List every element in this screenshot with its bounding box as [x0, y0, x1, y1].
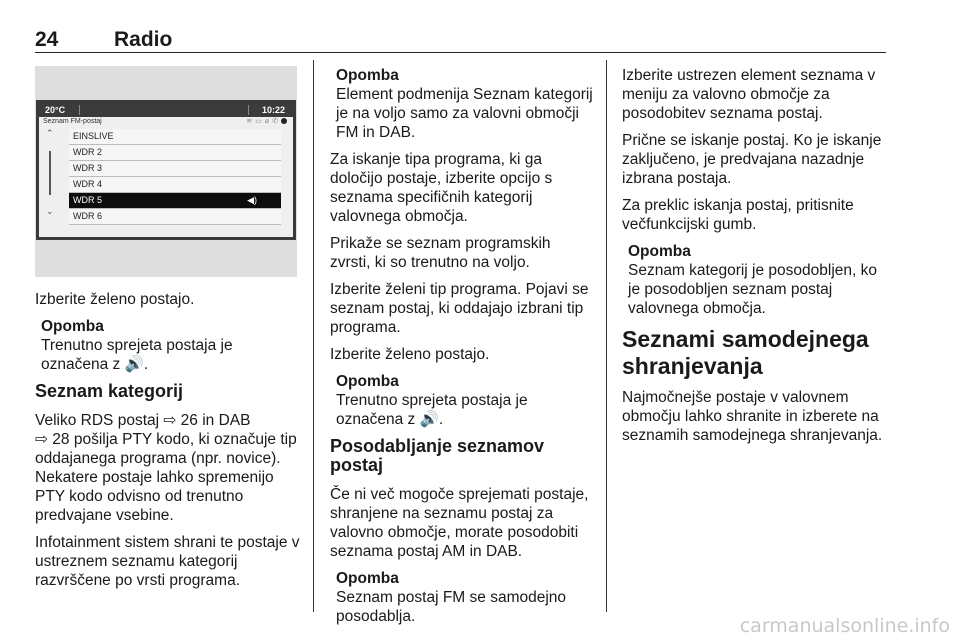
- note-text: Trenutno sprejeta postaja je označena z 🔊.: [336, 392, 528, 428]
- mute-icon: ⌀: [264, 118, 273, 125]
- note: [336, 569, 595, 626]
- station-list-item: [69, 177, 281, 193]
- paragraph: Najmočnejše postaje v valovnem območju lahko shranite in izberete na seznamih samodejnega shranjevanja.: [622, 389, 883, 444]
- paragraph: Prikaže se seznam programskih zvrsti, ki so trenutno na voljo.: [330, 235, 551, 271]
- paragraph: Infotainment sistem shrani te postaje v ustreznem seznamu kategorij razvrščene po vrsti programa.: [35, 534, 300, 589]
- note-text: Seznam kategorij je posodobljen, ko je posodobljen seznam postaj valovnega območja.: [628, 262, 878, 317]
- page-header: [35, 26, 886, 53]
- note-title: Opomba: [336, 67, 399, 84]
- info-icon: [281, 118, 287, 124]
- status-icons: [246, 117, 287, 125]
- section-heading: Posodabljanje seznamov postaj: [330, 436, 545, 475]
- note: [628, 242, 888, 318]
- chevron-up-icon: ⌃: [46, 128, 54, 138]
- station-list-item: [69, 129, 281, 145]
- screen-subtitle: Seznam FM-postaj: [43, 118, 102, 125]
- paragraph: Prične se iskanje postaj. Ko je iskanje zaključeno, je predvajana nazadnje izbrana postaja.: [622, 132, 882, 187]
- section-heading: Seznami samodejnega shranjevanja: [622, 326, 869, 379]
- paragraph: Za preklic iskanja postaj, pritisnite večfunkcijski gumb.: [622, 197, 854, 233]
- station-list-item: [69, 193, 281, 209]
- paragraph: Izberite želeni tip programa. Pojavi se seznam postaj, ki oddajajo izbrani tip programa.: [330, 281, 589, 336]
- reference-arrow-icon: ⇨: [35, 431, 48, 448]
- station-name: WDR 2: [73, 147, 102, 157]
- note-text: Element podmenija Seznam kategorij je na voljo samo za valovni območji FM in DAB.: [336, 86, 593, 141]
- phone-icon: ✆: [272, 118, 281, 125]
- reference-arrow-icon: ⇨: [163, 412, 177, 429]
- infotainment-screenshot: [36, 100, 296, 240]
- antenna-icon: ▭: [255, 118, 265, 125]
- station-list-item: [69, 161, 281, 177]
- note-text: Trenutno sprejeta postaja je označena z 🔊.: [41, 337, 233, 373]
- column-3: [622, 66, 888, 453]
- temperature-readout: 20°C: [45, 105, 66, 115]
- station-list-item: [69, 145, 281, 161]
- note-title: Opomba: [336, 373, 399, 390]
- paragraph: Izberite ustrezen element seznama v meniju za valovno območje za posodobitev seznama postaj.: [622, 67, 876, 122]
- note-title: Opomba: [41, 318, 104, 335]
- station-name: WDR 4: [73, 179, 102, 189]
- chapter-title: Radio: [114, 28, 173, 51]
- paragraph: Veliko RDS postaj ⇨ 26 in DAB ⇨ 28 pošilja PTY kodo, ki označuje tip oddajanega programa (npr. novice). Nekatere postaje lahko spremenijo PTY kodo odvisno od trenutno predvajane vsebine.: [35, 412, 297, 524]
- note: [336, 66, 595, 142]
- signal-icon: ≋: [246, 118, 256, 125]
- scrollbar: [49, 151, 51, 195]
- station-list: [69, 129, 281, 225]
- section-heading: Seznam kategorij: [35, 381, 184, 401]
- station-name: EINSLIVE: [73, 131, 114, 141]
- column-divider: [313, 60, 314, 612]
- station-name: WDR 6: [73, 211, 102, 221]
- column-divider: [606, 60, 607, 612]
- note-text: Seznam postaj FM se samodejno posodablja.: [336, 589, 567, 625]
- paragraph: Izberite želeno postajo.: [35, 291, 195, 308]
- paragraph: Izberite želeno postajo.: [330, 346, 490, 363]
- note-title: Opomba: [336, 570, 399, 587]
- column-1: [35, 290, 300, 598]
- clock-readout: 10:22: [261, 105, 285, 115]
- screen-status-bar: [39, 103, 293, 117]
- paragraph: Če ni več mogoče sprejemati postaje, shranjene na seznamu postaj za valovno območje, morate posodobiti seznama postaj AM in DAB.: [330, 486, 589, 560]
- chevron-down-icon: ⌄: [46, 206, 54, 216]
- page-number: 24: [35, 28, 59, 51]
- station-list-item: [69, 209, 281, 225]
- note: [41, 317, 300, 374]
- column-2: [330, 66, 595, 634]
- paragraph: Za iskanje tipa programa, ki ga določijo postaje, izberite opcijo s seznama specifičnih kategorij valovnega območja.: [330, 151, 553, 225]
- note: [336, 372, 595, 429]
- watermark: carmanualsonline.info: [739, 615, 950, 637]
- station-name: WDR 5: [73, 195, 102, 205]
- note-title: Opomba: [628, 243, 691, 260]
- speaker-icon: ◀): [247, 195, 257, 205]
- station-name: WDR 3: [73, 163, 102, 173]
